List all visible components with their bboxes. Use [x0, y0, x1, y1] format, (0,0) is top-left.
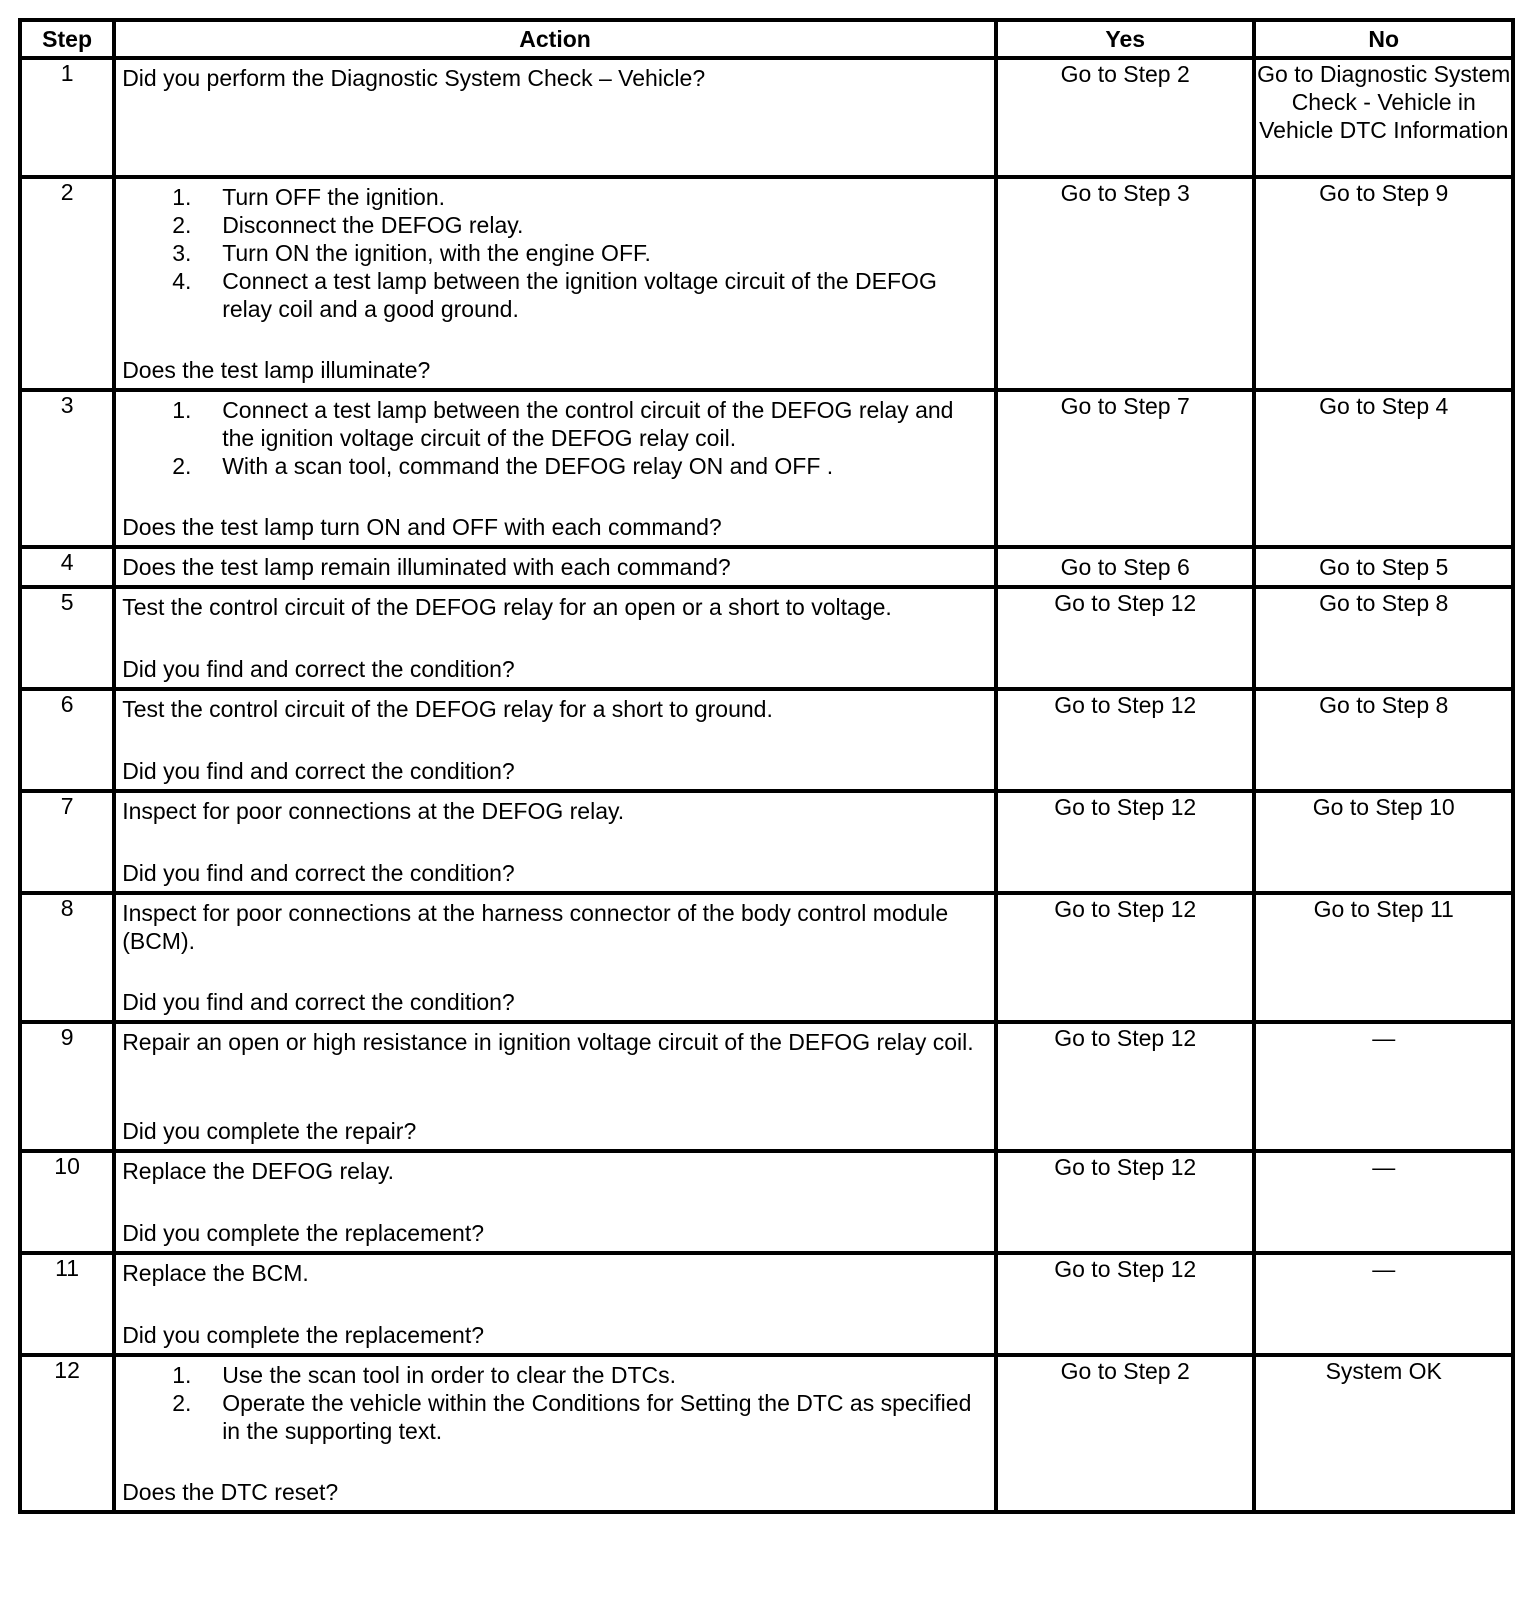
substep-item — [122, 452, 988, 480]
no-cell: Go to Step 11 — [1254, 893, 1513, 1022]
yes-cell: Go to Step 12 — [996, 791, 1255, 893]
yes-cell: Go to Step 2 — [996, 1355, 1255, 1512]
action-text: Replace the DEFOG relay. — [122, 1158, 395, 1184]
action-content — [116, 549, 994, 585]
action-question: Did you find and correct the condition? — [122, 656, 515, 682]
substep-item — [122, 211, 988, 239]
no-cell: Go to Step 9 — [1254, 177, 1513, 390]
step-number: 7 — [20, 791, 114, 893]
action-text: Inspect for poor connections at the DEFOG relay. — [122, 798, 625, 824]
action-content — [116, 793, 994, 891]
action-text: Inspect for poor connections at the harness connector of the body control module (BCM). — [122, 900, 949, 954]
table-body — [20, 58, 1513, 1512]
step-number: 3 — [20, 390, 114, 547]
action-content — [116, 1024, 994, 1149]
no-cell: Go to Step 5 — [1254, 547, 1513, 587]
no-cell: Go to Step 10 — [1254, 791, 1513, 893]
no-cell: — — [1254, 1022, 1513, 1151]
substep-number: 1. — [172, 184, 192, 210]
substep-list — [122, 183, 988, 323]
yes-cell: Go to Step 12 — [996, 1253, 1255, 1355]
action-content — [116, 179, 994, 388]
table-row — [20, 1022, 1513, 1151]
action-cell — [114, 1151, 996, 1253]
no-cell: — — [1254, 1151, 1513, 1253]
action-question: Does the test lamp turn ON and OFF with each command? — [122, 514, 722, 540]
substep-number: 1. — [172, 397, 192, 423]
action-cell — [114, 1022, 996, 1151]
step-number: 5 — [20, 587, 114, 689]
yes-cell: Go to Step 12 — [996, 587, 1255, 689]
action-question: Did you complete the replacement? — [122, 1322, 484, 1348]
action-text: Replace the BCM. — [122, 1260, 309, 1286]
action-top — [122, 1157, 988, 1185]
action-cell — [114, 689, 996, 791]
action-question: Did you complete the repair? — [122, 1118, 417, 1144]
action-cell — [114, 791, 996, 893]
no-cell: Go to Step 8 — [1254, 587, 1513, 689]
header-action: Action — [114, 20, 996, 58]
action-top — [122, 183, 988, 323]
action-top — [122, 1259, 988, 1287]
action-question: Did you find and correct the condition? — [122, 989, 515, 1015]
header-yes: Yes — [996, 20, 1255, 58]
action-text: Did you perform the Diagnostic System Check – Vehicle? — [122, 65, 706, 91]
substep-number: 2. — [172, 1390, 192, 1416]
table-row — [20, 58, 1513, 177]
substep-item — [122, 183, 988, 211]
table-row — [20, 587, 1513, 689]
action-top — [122, 64, 988, 92]
action-cell — [114, 893, 996, 1022]
table-row — [20, 689, 1513, 791]
yes-cell: Go to Step 12 — [996, 689, 1255, 791]
step-number: 9 — [20, 1022, 114, 1151]
action-text: Does the test lamp remain illuminated with each command? — [122, 554, 731, 580]
no-cell: — — [1254, 1253, 1513, 1355]
substep-item — [122, 239, 988, 267]
action-text: Test the control circuit of the DEFOG relay for an open or a short to voltage. — [122, 594, 892, 620]
table-row — [20, 547, 1513, 587]
substep-item — [122, 267, 988, 323]
substep-text: Connect a test lamp between the control circuit of the DEFOG relay and the ignition voltage circuit of the DEFOG relay coil. — [222, 397, 954, 451]
step-number: 8 — [20, 893, 114, 1022]
action-top — [122, 593, 988, 621]
action-top — [122, 797, 988, 825]
substep-item — [122, 396, 988, 452]
action-text: Test the control circuit of the DEFOG relay for a short to ground. — [122, 696, 773, 722]
yes-cell: Go to Step 12 — [996, 1151, 1255, 1253]
yes-cell: Go to Step 2 — [996, 58, 1255, 177]
header-row — [20, 20, 1513, 58]
action-cell — [114, 547, 996, 587]
step-number: 12 — [20, 1355, 114, 1512]
substep-number: 4. — [172, 268, 192, 294]
action-question: Does the test lamp illuminate? — [122, 357, 431, 383]
action-text: Repair an open or high resistance in ignition voltage circuit of the DEFOG relay coil. — [122, 1029, 974, 1055]
action-cell — [114, 1253, 996, 1355]
action-content — [116, 1255, 994, 1353]
action-top — [122, 1028, 988, 1056]
action-top — [122, 553, 988, 581]
action-question: Did you complete the replacement? — [122, 1220, 484, 1246]
substep-text: Turn ON the ignition, with the engine OFF. — [222, 240, 651, 266]
action-top — [122, 1361, 988, 1445]
action-content — [116, 589, 994, 687]
action-question: Does the DTC reset? — [122, 1479, 339, 1505]
step-number: 4 — [20, 547, 114, 587]
substep-number: 1. — [172, 1362, 192, 1388]
table-row — [20, 1151, 1513, 1253]
action-content — [116, 1357, 994, 1510]
action-content — [116, 60, 994, 175]
table-row — [20, 1253, 1513, 1355]
substep-text: Operate the vehicle within the Conditions for Setting the DTC as specified in the supporting text. — [222, 1390, 972, 1444]
header-step: Step — [20, 20, 114, 58]
substep-number: 3. — [172, 240, 192, 266]
action-content — [116, 392, 994, 545]
action-content — [116, 691, 994, 789]
no-cell: Go to Diagnostic System Check - Vehicle in Vehicle DTC Information — [1254, 58, 1513, 177]
step-number: 6 — [20, 689, 114, 791]
action-cell — [114, 587, 996, 689]
action-top — [122, 695, 988, 723]
action-content — [116, 1153, 994, 1251]
no-cell: System OK — [1254, 1355, 1513, 1512]
substep-text: Use the scan tool in order to clear the DTCs. — [222, 1362, 676, 1388]
substep-number: 2. — [172, 453, 192, 479]
yes-cell: Go to Step 12 — [996, 1022, 1255, 1151]
action-question: Did you find and correct the condition? — [122, 758, 515, 784]
step-number: 2 — [20, 177, 114, 390]
step-number: 1 — [20, 58, 114, 177]
substep-text: Disconnect the DEFOG relay. — [222, 212, 524, 238]
diagnostic-table — [18, 18, 1515, 1514]
step-number: 10 — [20, 1151, 114, 1253]
table-row — [20, 177, 1513, 390]
action-top — [122, 396, 988, 480]
substep-list — [122, 396, 988, 480]
action-top — [122, 899, 988, 955]
action-question: Did you find and correct the condition? — [122, 860, 515, 886]
no-cell: Go to Step 4 — [1254, 390, 1513, 547]
substep-item — [122, 1361, 988, 1389]
table-row — [20, 791, 1513, 893]
table-row — [20, 893, 1513, 1022]
header-no: No — [1254, 20, 1513, 58]
substep-text: With a scan tool, command the DEFOG relay ON and OFF . — [222, 453, 834, 479]
action-cell — [114, 390, 996, 547]
substep-list — [122, 1361, 988, 1445]
substep-number: 2. — [172, 212, 192, 238]
yes-cell: Go to Step 3 — [996, 177, 1255, 390]
no-cell: Go to Step 8 — [1254, 689, 1513, 791]
yes-cell: Go to Step 6 — [996, 547, 1255, 587]
yes-cell: Go to Step 12 — [996, 893, 1255, 1022]
diagnostic-table-wrapper — [18, 18, 1515, 1514]
table-row — [20, 390, 1513, 547]
action-cell — [114, 58, 996, 177]
substep-text: Turn OFF the ignition. — [222, 184, 446, 210]
action-cell — [114, 177, 996, 390]
table-row — [20, 1355, 1513, 1512]
action-content — [116, 895, 994, 1020]
step-number: 11 — [20, 1253, 114, 1355]
substep-text: Connect a test lamp between the ignition voltage circuit of the DEFOG relay coil and a good ground. — [222, 268, 937, 322]
substep-item — [122, 1389, 988, 1445]
yes-cell: Go to Step 7 — [996, 390, 1255, 547]
action-cell — [114, 1355, 996, 1512]
